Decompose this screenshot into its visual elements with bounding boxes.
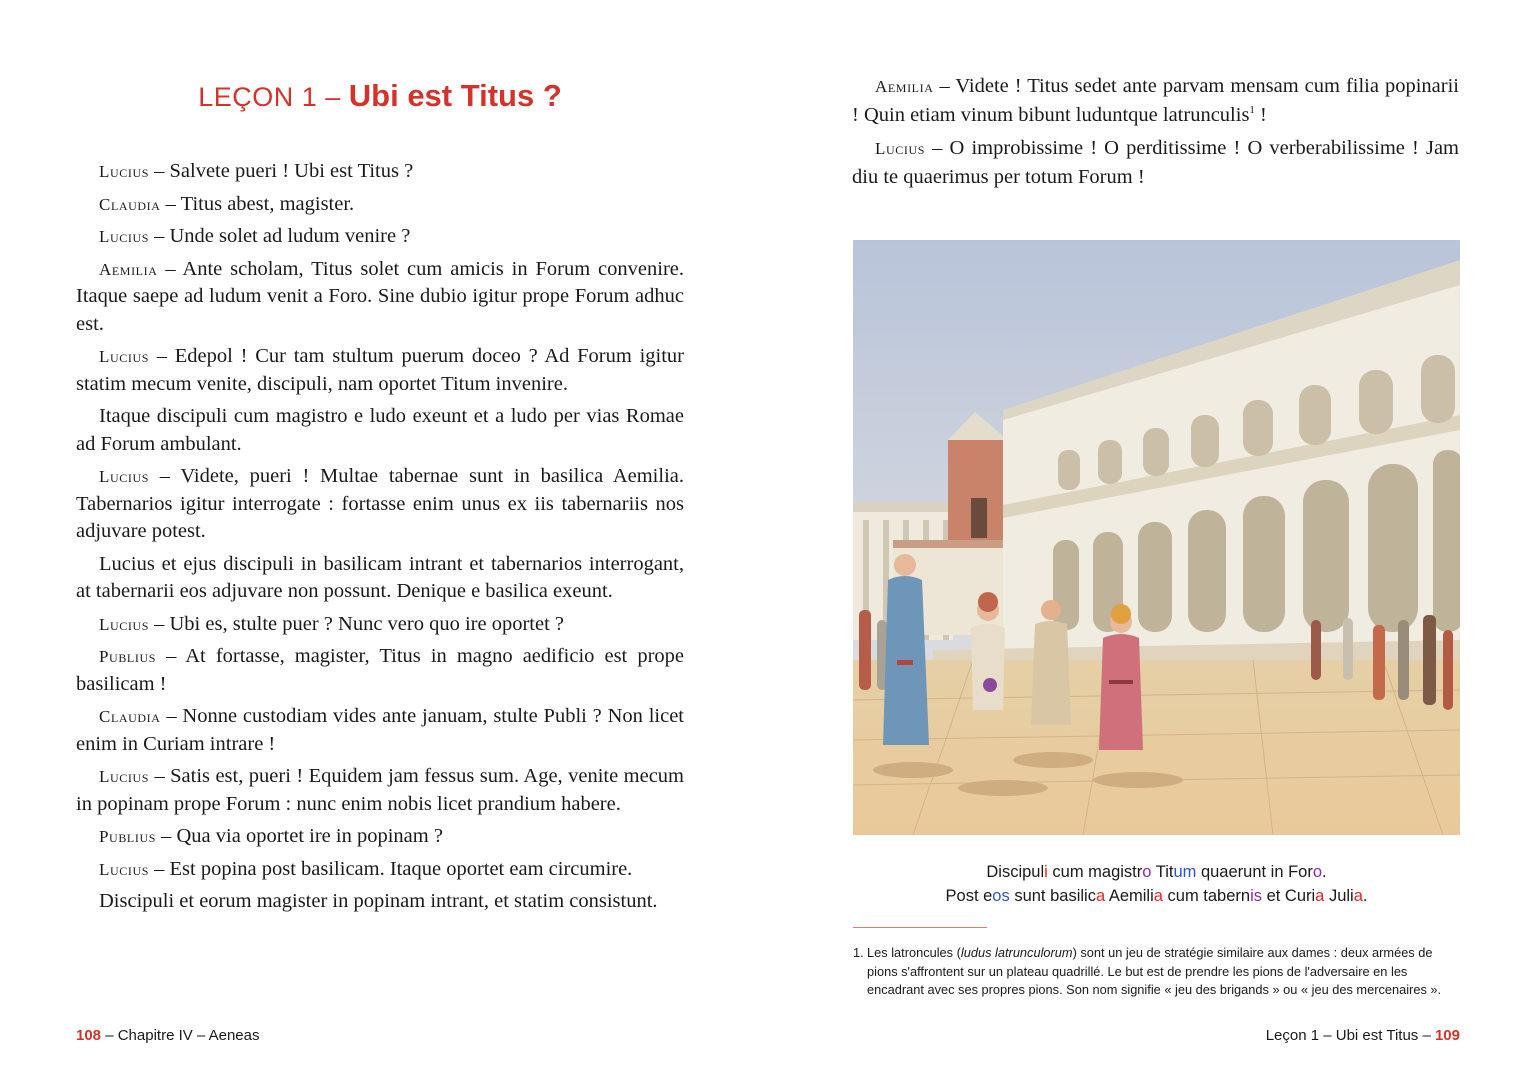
caption-ending-blue: os [992,887,1010,905]
running-head-left: – Chapitre IV – Aeneas [101,1027,260,1044]
dialogue-text: – At fortasse, magister, Titus in magno aedificio est prope basilicam ! [76,645,684,695]
curia-porch-roof [893,540,1013,548]
caption-line-2 [853,884,1460,908]
speaker-name: Lucius [99,162,149,181]
forum-illustration-svg [853,240,1460,835]
caption-segment: cum magistr [1047,863,1143,881]
curia-window [971,498,987,538]
dialogue-paragraph [852,72,1459,129]
speaker-name: Lucius [99,227,149,246]
dialogue-paragraph [76,343,684,398]
dialogue-paragraph [76,256,684,339]
dialogue-text-end: ! [1254,104,1267,126]
caption-segment: cum tabern [1162,887,1251,905]
dialogue-text: Lucius et ejus discipuli in basilicam intrant et tabernarios interrogant, at tabernarii eos adjuvare non possunt. Denique e basilica exeunt. [76,552,684,602]
dialogue-paragraph [76,888,684,916]
lesson-title [76,78,684,114]
footnote-rule [853,927,987,928]
forum-pavement [853,660,1460,835]
dialogue-paragraph [76,763,684,818]
dialogue-text: – Edepol ! Cur tam stultum puerum doceo ? Ad Forum igitur statim mecum venite, discipuli, nam oportet Titum invenire. [76,345,684,395]
dialogue-paragraph [76,551,684,606]
footnote [853,944,1463,1000]
caption-segment: Juli [1324,887,1354,905]
dialogue-paragraph [76,643,684,698]
speaker-name: Publius [99,827,156,846]
dialogue-text: – Unde solet ad ludum venire ? [149,225,411,247]
figure-caption [853,860,1460,908]
dialogue-paragraph [76,191,684,219]
caption-segment: Discipul [986,863,1045,881]
footnote-text [867,944,1463,1000]
dialogue-paragraph [76,463,684,546]
caption-ending-red: a [1353,887,1363,905]
footnote-text-after: ) sont un jeu de stratégie similaire aux dames : deux armées de pions s'affrontent sur un plateau quadrillé. Le but est de prendre les pions de l'adversaire en les encadrant avec ses propres pions. Son nom signifie « jeu des brigands » ou « jeu des mercenaires ». [867,945,1442,997]
dialogue-paragraph [76,703,684,758]
dialogue-text: – Qua via oportet ire in popinam ? [156,825,443,847]
footnote-number: 1. [853,945,864,960]
dialogue-text: – Ante scholam, Titus solet cum amicis in Forum convenire. Itaque saepe ad ludum venit a Foro. Sine dubio igitur prope Forum adhuc est. [76,257,684,335]
dialogue-text: – O improbissime ! O perditissime ! O verberabilissime ! Jam diu te quaerimus per totum Forum ! [852,137,1459,188]
footnote-text-italic: ludus latrunculorum [960,945,1073,960]
caption-segment: . [1362,887,1368,905]
speaker-name: Publius [99,647,156,666]
dialogue-text: – Videte, pueri ! Multae tabernae sunt in basilica Aemilia. Tabernarios igitur interrogate : fortasse enim unus ex iis tabernariis nos adjuvare potest. [76,465,684,542]
page-number-right: 109 [1434,1027,1460,1044]
caption-ending-red: a [1153,887,1163,905]
caption-ending-red: i [1044,863,1048,881]
speaker-name: Claudia [99,707,161,726]
dialogue-text: – Satis est, pueri ! Equidem jam fessus sum. Age, venite mecum in popinam prope Forum : nunc enim nobis licet prandium habere. [76,765,684,815]
lesson-title-prefix: LEÇON 1 – [198,82,349,112]
dialogue-text: Itaque discipuli cum magistro e ludo exeunt et a ludo per vias Romae ad Forum ambulant. [76,405,684,455]
caption-line-1 [853,860,1460,884]
dialogue-paragraph [852,134,1459,191]
dialogue-text: – Salvete pueri ! Ubi est Titus ? [149,160,414,182]
caption-segment: . [1322,863,1327,881]
caption-ending-purple: o [1312,863,1323,881]
folio-left [76,1027,259,1044]
dialogue-text: – Est popina post basilicam. Itaque oportet eam circumire. [149,857,633,880]
caption-ending-purple: is [1250,887,1262,905]
dialogue-text: – Videte ! Titus sedet ante parvam mensam cum filia popinarii ! Quin etiam vinum bibunt luduntque latrunculis [852,75,1459,126]
forum-illustration [853,240,1460,835]
dialogue-paragraph [76,856,684,884]
caption-segment: sunt basilic [1009,887,1096,905]
lesson-title-main: Ubi est Titus ? [348,78,562,113]
caption-segment: quaerunt in For [1196,863,1313,881]
speaker-name: Lucius [99,767,149,786]
speaker-name: Lucius [99,467,149,486]
running-head-right: Leçon 1 – Ubi est Titus – [1265,1027,1435,1044]
dialogue-left [76,158,684,921]
dialogue-right [852,72,1459,196]
caption-ending-purple: o [1142,863,1152,881]
dialogue-paragraph [76,611,684,639]
caption-segment: Post e [945,887,993,905]
dialogue-paragraph [76,823,684,851]
speaker-name: Aemilia [875,77,934,96]
dialogue-paragraph [76,403,684,458]
dialogue-paragraph [76,223,684,251]
page-number-left: 108 [76,1027,102,1044]
speaker-name: Lucius [875,139,925,158]
dialogue-text: – Ubi es, stulte puer ? Nunc vero quo ire oportet ? [149,612,565,635]
folio-right [1266,1027,1460,1044]
dialogue-text: – Nonne custodiam vides ante januam, stulte Publi ? Non licet enim in Curiam intrare ! [76,705,684,755]
caption-ending-red: a [1095,887,1106,905]
caption-ending-blue: um [1173,863,1197,881]
speaker-name: Lucius [99,614,149,634]
caption-segment: Tit [1151,863,1174,881]
speaker-name: Claudia [99,194,161,214]
dialogue-paragraph [76,158,684,186]
speaker-name: Lucius [99,859,149,879]
dialogue-text: Discipuli et eorum magister in popinam intrant, et statim consistunt. [99,890,658,912]
caption-segment: et Curi [1261,887,1316,905]
caption-ending-red: a [1315,887,1325,905]
footnote-text-before: Les latroncules ( [867,945,961,960]
speaker-name: Aemilia [99,259,158,279]
caption-segment: Aemili [1105,887,1154,905]
speaker-name: Lucius [99,347,149,366]
dialogue-text: – Titus abest, magister. [160,192,355,215]
left-portico-roof [853,502,953,512]
footnote-ref[interactable]: 1 [1249,104,1255,117]
